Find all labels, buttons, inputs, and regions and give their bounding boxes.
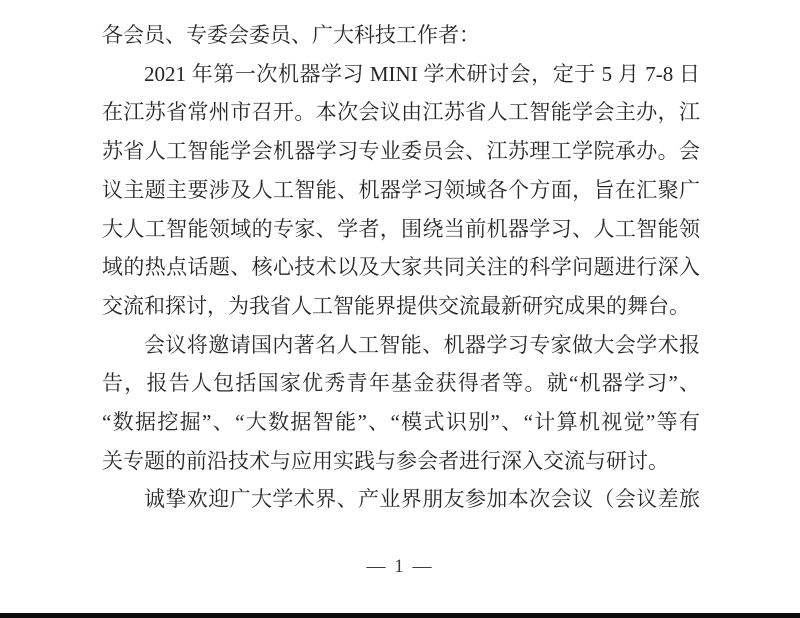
body-line: 交流和探讨，为我省人工智能界提供交流最新研究成果的舞台。 xyxy=(102,293,690,318)
body-line: 诚挚欢迎广大学术界、产业界朋友参加本次会议（会议差旅 xyxy=(144,487,700,512)
body-line: 2021 年第一次机器学习 MINI 学术研讨会，定于 5 月 7-8 日 xyxy=(144,61,700,86)
scan-edge-bar xyxy=(0,613,800,618)
body-line: 议主题主要涉及人工智能、机器学习领域各个方面，旨在汇聚广 xyxy=(102,177,700,202)
body-line: 关专题的前沿技术与应用实践与参会者进行深入交流与研讨。 xyxy=(102,448,669,473)
body-line: 域的热点话题、核心技术以及大家共同关注的科学问题进行深入 xyxy=(102,255,700,280)
body-line: 告，报告人包括国家优秀青年基金获得者等。就“机器学习”、 xyxy=(102,371,700,396)
body-line: 苏省人工智能学会机器学习专业委员会、江苏理工学院承办。会 xyxy=(102,139,700,164)
body-line: 大人工智能领域的专家、学者，围绕当前机器学习、人工智能领 xyxy=(102,216,700,241)
document-body xyxy=(102,16,700,519)
page-number: — 1 — xyxy=(366,556,434,577)
body-line: 在江苏省常州市召开。本次会议由江苏省人工智能学会主办，江 xyxy=(102,100,700,125)
body-line: “数据挖掘”、“大数据智能”、“模式识别”、“计算机视觉”等有 xyxy=(102,410,700,435)
body-line: 会议将邀请国内著名人工智能、机器学习专家做大会学术报 xyxy=(144,332,700,357)
salutation-line: 各会员、专委会委员、广大科技工作者： xyxy=(102,23,480,47)
